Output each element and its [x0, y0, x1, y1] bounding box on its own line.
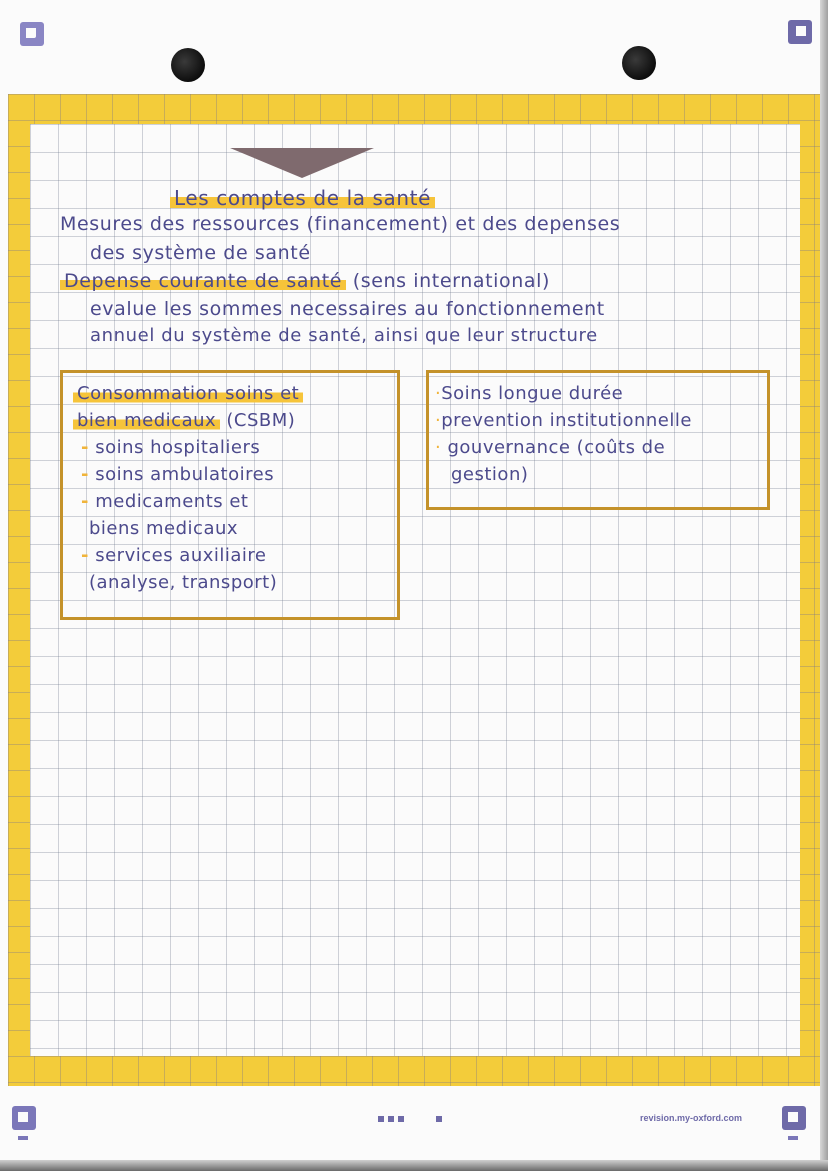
corner-marker-bottom-left-icon — [12, 1106, 36, 1130]
list-item: - soins hospitaliers — [81, 437, 261, 458]
page-edge-shadow-bottom — [0, 1160, 828, 1171]
csbm-box — [60, 370, 400, 620]
list-item: - services auxiliaire — [81, 545, 267, 566]
down-arrow-icon — [230, 148, 374, 178]
dcs-heading — [60, 272, 550, 291]
list-item: ·prevention institutionnelle — [435, 410, 692, 431]
page-edge-shadow-right — [820, 0, 828, 1171]
corner-marker-bottom-right-icon — [782, 1106, 806, 1130]
binder-hole-left — [171, 48, 205, 82]
list-item: ·Soins longue durée — [435, 383, 624, 404]
other-expenses-box — [426, 370, 770, 510]
binder-hole-right — [622, 46, 656, 80]
list-item-continued: biens medicaux — [89, 518, 239, 539]
footer-dot-icon — [436, 1116, 442, 1122]
footer-dot-icon — [388, 1116, 394, 1122]
intro-line-2: des système de santé — [90, 242, 311, 264]
dcs-term: Depense courante de santé — [60, 270, 346, 292]
corner-dash-right — [788, 1136, 798, 1140]
corner-marker-top-left-icon — [20, 22, 44, 46]
csbm-heading-line-1: Consommation soins et — [73, 383, 303, 404]
corner-dash-left — [18, 1136, 28, 1140]
list-item-continued: gestion) — [451, 464, 529, 485]
list-item: - medicaments et — [81, 491, 249, 512]
csbm-heading-line-2: bien medicaux (CSBM) — [73, 410, 295, 431]
list-item: · gouvernance (coûts de — [435, 437, 666, 458]
footer-dot-icon — [398, 1116, 404, 1122]
list-item-continued: (analyse, transport) — [89, 572, 278, 593]
dcs-desc-line-1: evalue les sommes necessaires au fonctionnement — [90, 298, 605, 320]
dcs-desc-line-2: annuel du système de santé, ainsi que leur structure — [90, 325, 598, 346]
footer-dot-icon — [378, 1116, 384, 1122]
corner-marker-top-right-icon — [788, 20, 812, 44]
intro-line-1: Mesures des ressources (financement) et des depenses — [60, 213, 621, 235]
footer-site-label: revision.my-oxford.com — [640, 1113, 743, 1123]
list-item: - soins ambulatoires — [81, 464, 275, 485]
dcs-qualifier: (sens international) — [352, 270, 551, 292]
page-title: Les comptes de la santé — [170, 188, 435, 208]
